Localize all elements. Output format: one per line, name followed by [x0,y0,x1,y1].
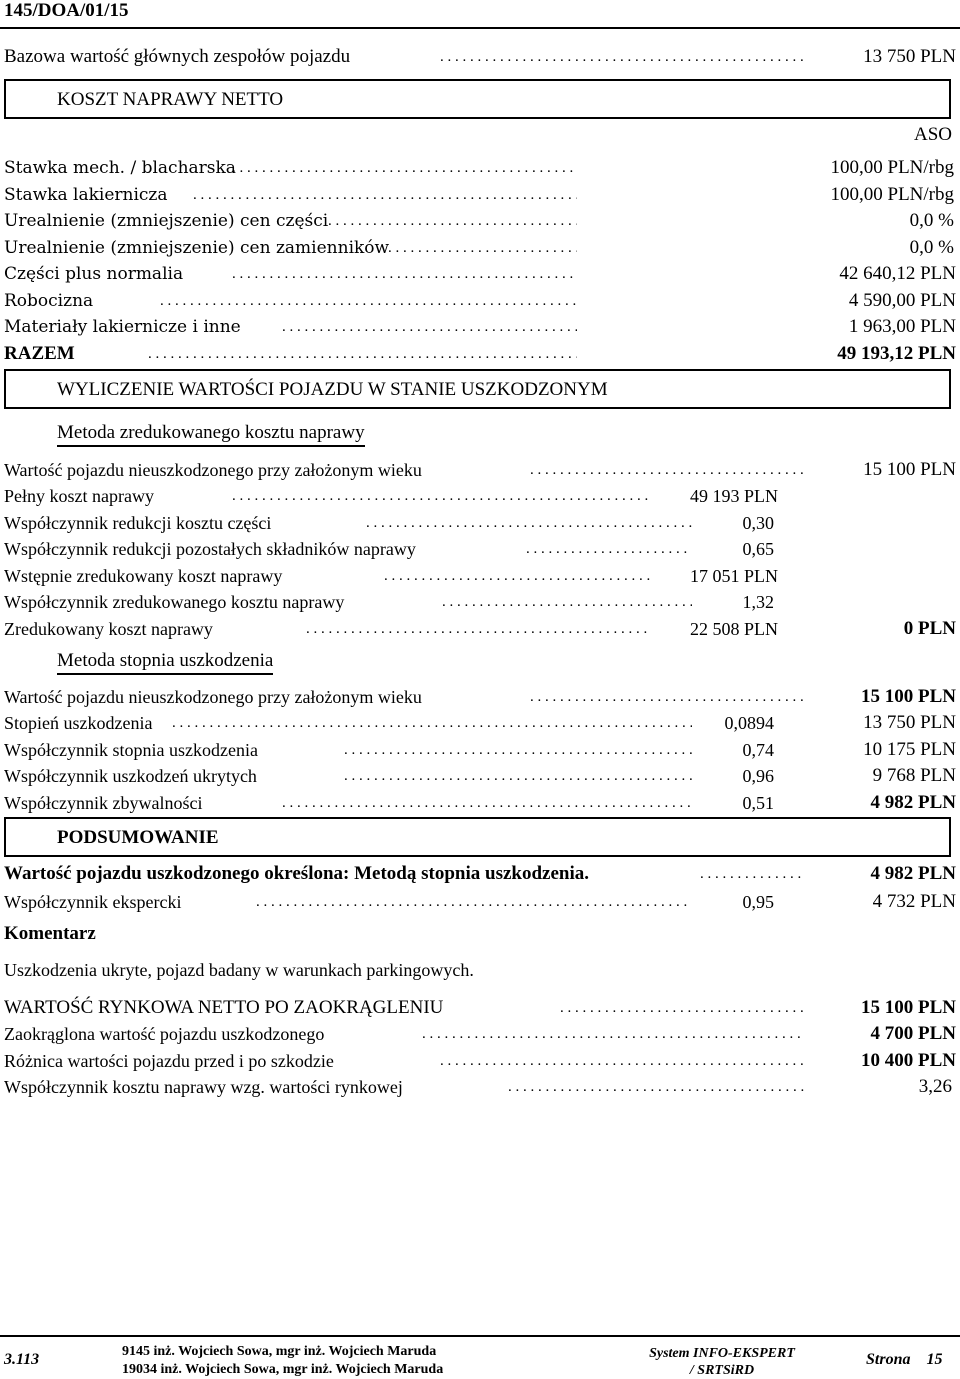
valuation-title: WYLICZENIE WARTOŚCI POJAZDU W STANIE USZKODZONYM [57,379,608,400]
leader-dots [526,538,692,560]
method2-row-label: Współczynnik uszkodzeń ukrytych [4,766,257,786]
leader-dots [282,792,692,814]
method1-row-mid: 22 508 PLN [689,619,778,639]
method1-row-label: Wstępnie zredukowany koszt naprawy [4,566,283,586]
repair-row-label: Stawka mech. / blacharska [4,158,236,178]
footer-system-line1: System INFO-EKSPERT [649,1346,795,1361]
leader-dots [148,343,577,365]
footer-rule [0,1335,960,1337]
repair-row-value: 42 640,12 PLN [839,263,956,284]
leader-dots [232,263,577,285]
leader-dots [232,485,652,507]
summary-section-box [4,817,951,857]
repair-row-value: 0,0 % [909,210,954,231]
method1-row-mid: 0,65 [742,539,774,559]
method1-row-label: Współczynnik redukcji pozostałych składników naprawy [4,539,416,559]
leader-dots [172,712,692,734]
method2-row-label: Stopień uszkodzenia [4,713,153,733]
method1-row-mid: 0,30 [742,513,774,533]
repair-row-label: Urealnienie (zmniejszenie) cen zamienników [4,238,390,258]
damaged-value-label: Wartość pojazdu uszkodzonego określona: Metodą stopnia uszkodzenia. [4,863,590,884]
final-row-label: WARTOŚĆ RYNKOWA NETTO PO ZAOKRĄGLENIU [4,997,444,1018]
method2-row-label: Współczynnik stopnia uszkodzenia [4,740,258,760]
repair-row-value: 4 590,00 PLN [848,290,956,311]
repair-row-value: 100,00 PLN/rbg [830,157,954,178]
leader-dots [440,1050,805,1072]
leader-dots [384,565,652,587]
leader-dots [193,184,577,206]
method1-row-value: 15 100 PLN [863,459,956,480]
leader-dots [256,891,692,913]
expert-coef-label: Współczynnik ekspercki [4,892,182,912]
leader-dots [530,459,805,481]
method1-row-label: Wartość pojazdu nieuszkodzonego przy założonym wieku [4,460,422,480]
comment-text: Uszkodzenia ukryte, pojazd badany w warunkach parkingowych. [4,960,474,980]
leader-dots [440,46,805,68]
leader-dots [306,618,652,640]
method2-title-text: Metoda stopnia uszkodzenia [57,650,273,675]
final-row-value: 10 400 PLN [861,1050,956,1071]
leader-dots [388,237,577,259]
base-value-label: Bazowa wartość głównych zespołów pojazdu [4,46,351,67]
leader-dots [530,686,805,708]
method1-row-label: Pełny koszt naprawy [4,486,154,506]
leader-dots [232,157,577,179]
method2-row-label: Współczynnik zbywalności [4,793,203,813]
method2-row-value: 13 750 PLN [863,712,956,733]
method1-row-label: Zredukowany koszt naprawy [4,619,213,639]
method1-title-text: Metoda zredukowanego kosztu naprawy [57,422,365,447]
final-row-label: Zaokrąglona wartość pojazdu uszkodzonego [4,1024,325,1044]
document-number: 145/DOA/01/15 [4,0,129,21]
leader-dots [560,997,805,1019]
leader-dots [282,316,577,338]
aso-column-header: ASO [913,124,952,145]
footer-page-number: 15 [926,1351,943,1368]
repair-row-value: 1 963,00 PLN [848,316,956,337]
leader-dots [700,863,805,885]
method2-title [57,650,273,672]
leader-dots [328,210,577,232]
footer-page-label: Strona [866,1351,911,1368]
leader-dots [344,765,692,787]
method1-row-mid: 17 051 PLN [689,566,778,586]
repair-row-value: 0,0 % [909,237,954,258]
method2-row-value: 10 175 PLN [863,739,956,760]
leader-dots [508,1076,805,1098]
final-row-value: 3,26 [918,1076,952,1097]
repair-row-label: Materiały lakiernicze i inne [4,317,241,337]
method1-row-mid: 1,32 [742,592,774,612]
leader-dots [160,290,577,312]
repair-row-value: 100,00 PLN/rbg [830,184,954,205]
damaged-value-amount: 4 982 PLN [870,863,956,884]
expert-coef-mid: 0,95 [742,892,774,912]
base-value-amount: 13 750 PLN [863,46,956,67]
final-row-value: 4 700 PLN [870,1023,956,1044]
method2-row-mid: 0,51 [742,793,774,813]
method2-row-mid: 0,96 [742,766,774,786]
expert-coef-value: 4 732 PLN [872,891,956,912]
final-row-label: Współczynnik kosztu naprawy wzg. wartości rynkowej [4,1077,403,1097]
leader-dots [344,739,692,761]
footer-page [866,1350,942,1370]
repair-row-label: Urealnienie (zmniejszenie) cen części [4,211,329,231]
comment-title: Komentarz [4,923,96,944]
repair-total-value: 49 193,12 PLN [837,343,956,364]
method2-row-value: 15 100 PLN [861,686,956,707]
method1-row-label: Współczynnik zredukowanego kosztu naprawy [4,592,345,612]
repair-row-label: Stawka lakiernicza [4,185,168,205]
leader-dots [422,1023,805,1045]
valuation-section-box [4,369,951,409]
method1-title [57,422,365,444]
method2-row-value: 4 982 PLN [870,792,956,813]
method2-row-label: Wartość pojazdu nieuszkodzonego przy założonym wieku [4,687,422,707]
repair-cost-section-box [4,79,951,119]
method1-row-label: Współczynnik redukcji kosztu części [4,513,272,533]
method2-row-value: 9 768 PLN [872,765,956,786]
repair-row-label: Części plus normalia [4,264,184,284]
final-row-label: Różnica wartości pojazdu przed i po szkodzie [4,1051,334,1071]
method2-row-mid: 0,0894 [724,713,774,733]
summary-title: PODSUMOWANIE [57,827,219,848]
method1-row-value: 0 PLN [903,618,956,639]
repair-total-label: RAZEM [4,343,75,364]
repair-cost-title: KOSZT NAPRAWY NETTO [57,89,284,110]
footer-authors-line1: 9145 inż. Wojciech Sowa, mgr inż. Wojciech Maruda [122,1344,437,1359]
leader-dots [442,591,692,613]
leader-dots [366,512,692,534]
final-row-value: 15 100 PLN [861,997,956,1018]
footer-authors-line2: 19034 inż. Wojciech Sowa, mgr inż. Wojciech Maruda [122,1362,444,1377]
header-rule [0,27,960,29]
method2-row-mid: 0,74 [742,740,774,760]
footer-section: 3.113 [4,1351,40,1368]
method1-row-mid: 49 193 PLN [689,486,778,506]
repair-row-label: Robocizna [4,291,94,311]
footer-system-line2: / SRTSiRD [689,1363,755,1378]
